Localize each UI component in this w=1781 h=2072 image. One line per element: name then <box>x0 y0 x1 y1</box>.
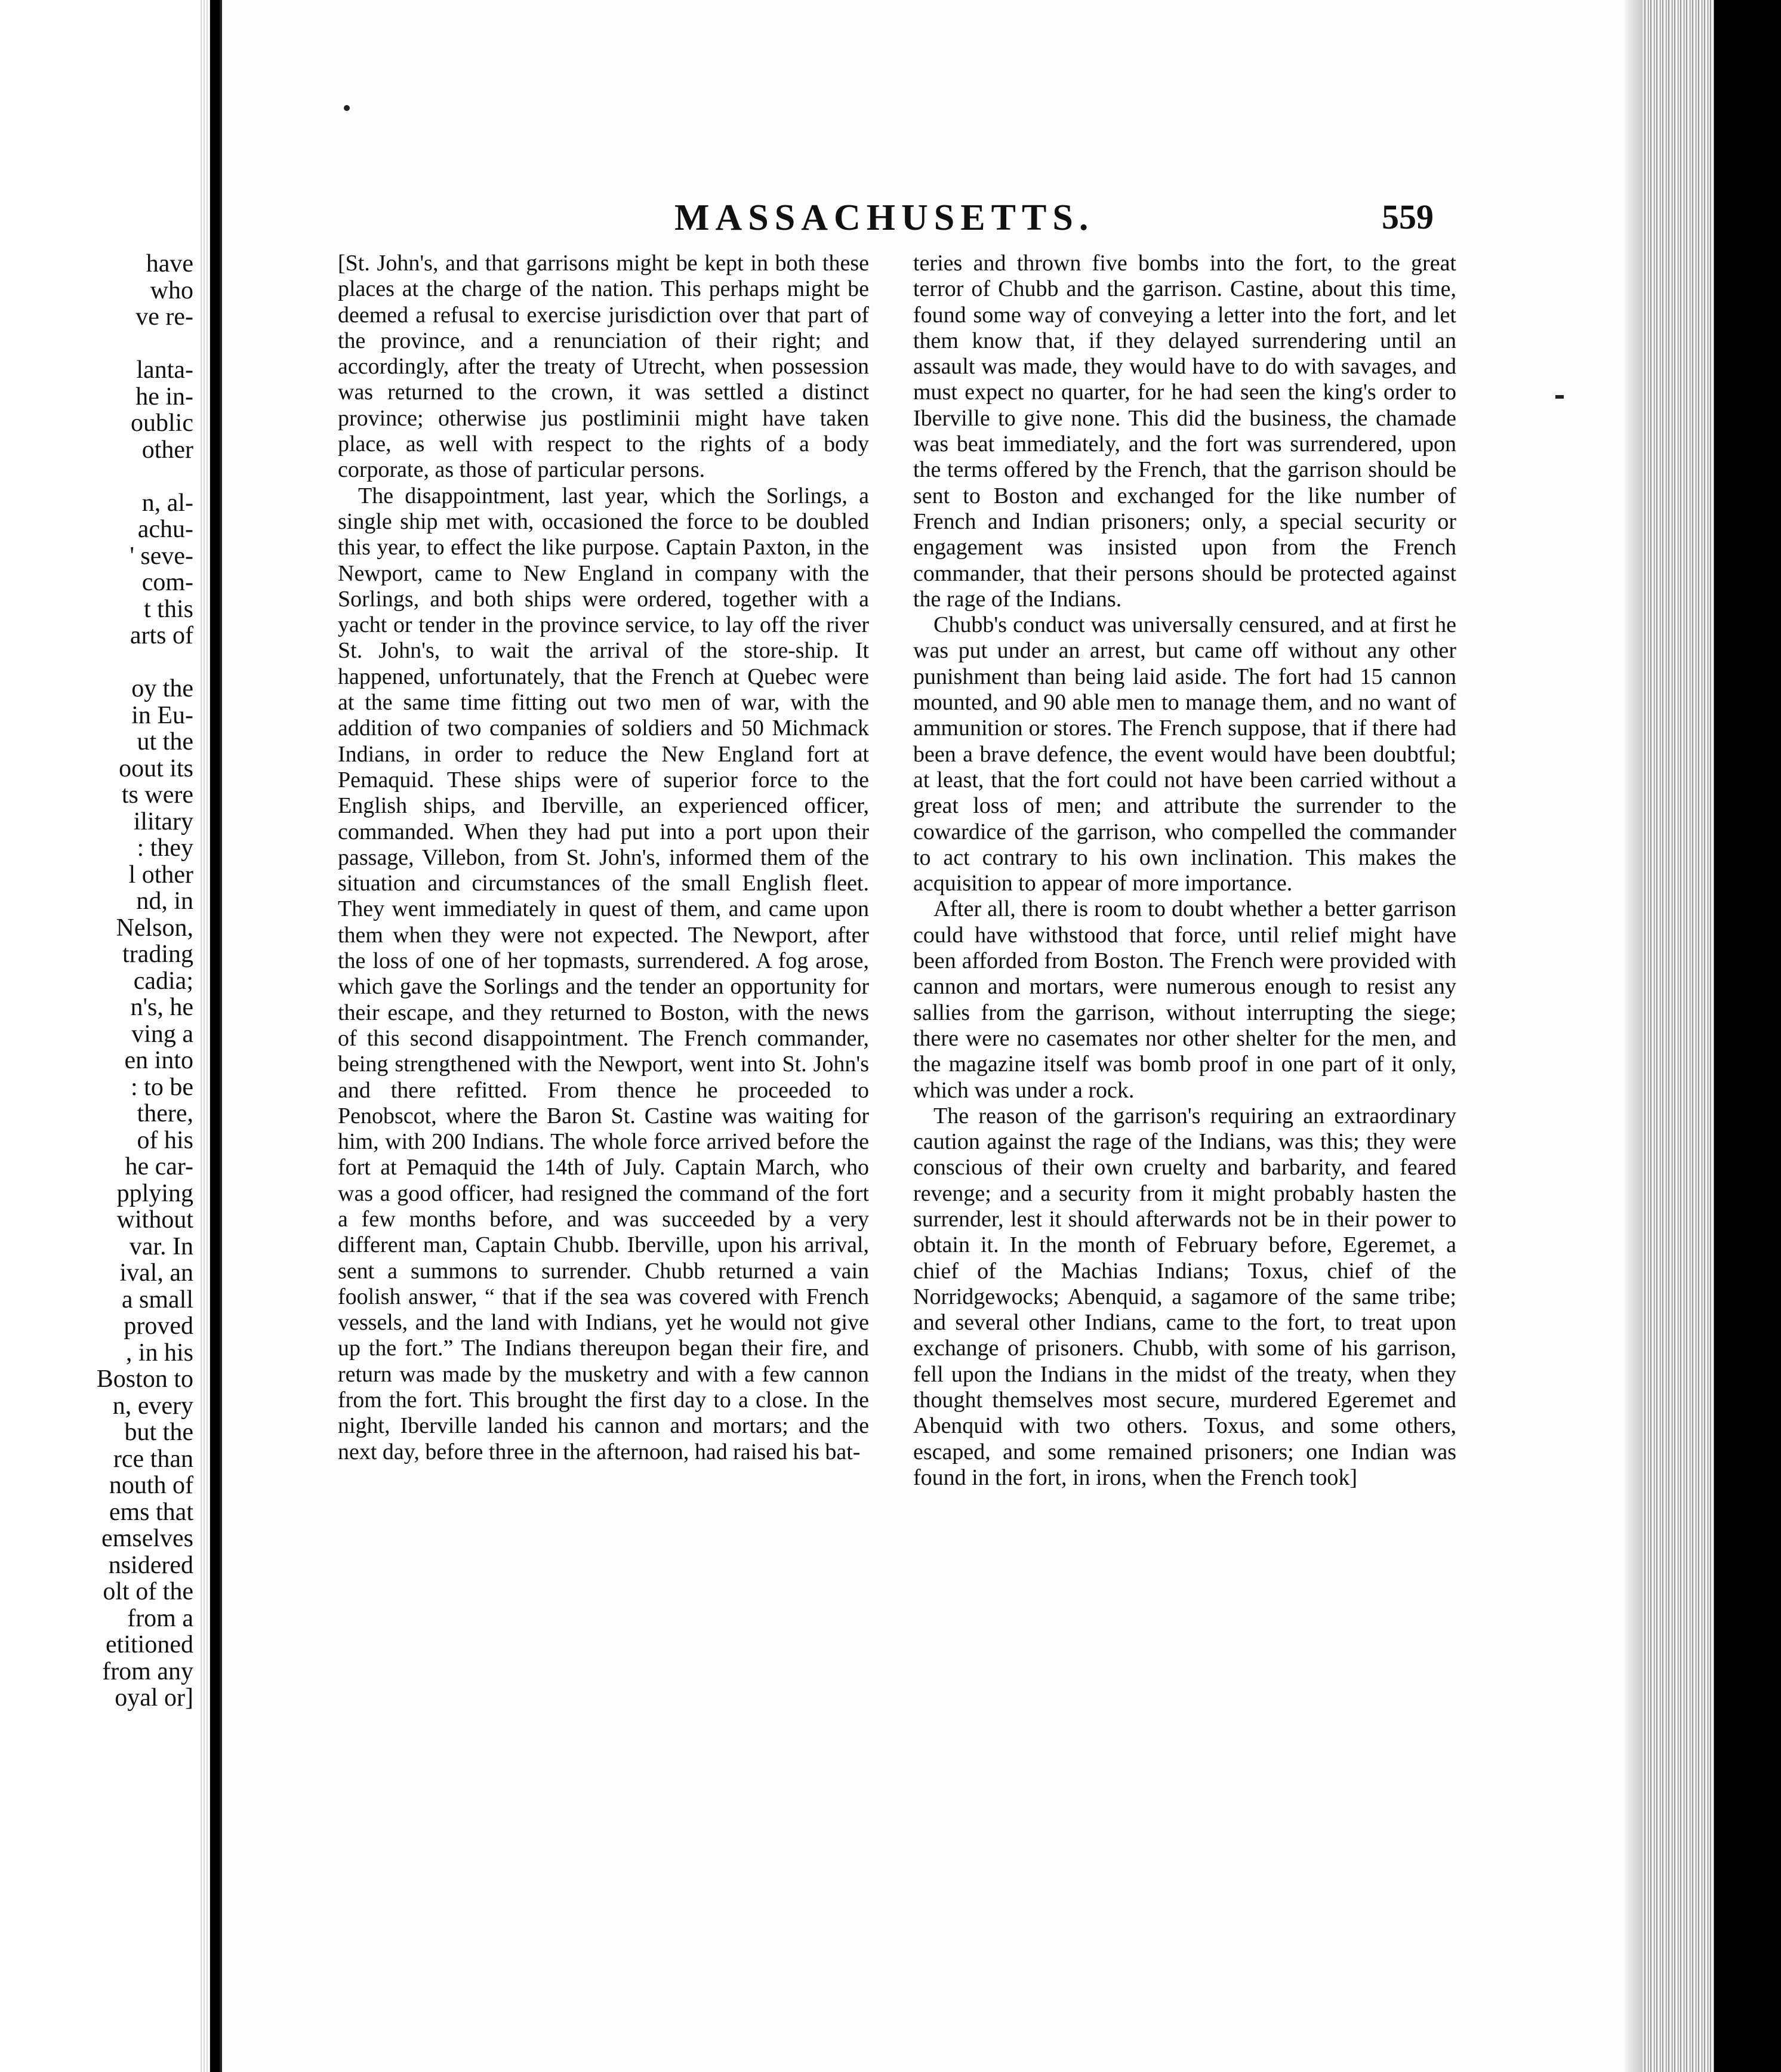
facing-page-line: but the <box>124 1419 193 1446</box>
facing-page-line: oy the <box>131 675 193 702</box>
facing-page-line: : to be <box>131 1073 193 1101</box>
facing-page-line: arts of <box>130 622 193 649</box>
page-number: 559 <box>1382 198 1434 236</box>
facing-page-line: from a <box>127 1604 193 1632</box>
text-column-left <box>338 251 869 1465</box>
facing-page-line: Boston to <box>96 1365 193 1393</box>
facing-page-fragment <box>0 0 210 2072</box>
page-edges <box>1643 0 1714 2072</box>
facing-page-line: of his <box>137 1126 193 1154</box>
page-gutter <box>201 0 210 2072</box>
facing-page-line: Nelson, <box>116 914 193 942</box>
facing-page-line: trading <box>122 941 193 968</box>
facing-page-line <box>0 331 193 357</box>
facing-page-line: he car- <box>125 1153 193 1180</box>
paragraph: The disappointment, last year, which the Sorlings, a single ship met with, occasioned the force to be doubled this year, to effect the like purpose. Captain Paxton, in the Newport, came to New England in company with the Sorlings, and both ships were ordered, together with a yacht or tender in the province service, to lay off the river St. John's, to wait the arrival of the store-ship. It happened, unfortunately, that the French at Quebec were at the same time fitting out two men of war, with the addition of two companies of soldiers and 50 Michmack Indians, in order to reduce the New England fort at Pemaquid. These ships were of superior force to the English ships, and Iberville, an experienced officer, commanded. When they had put into a port upon their passage, Villebon, from St. John's, informed them of the situation and circumstances of the small English fleet. They went immediately in quest of them, and came upon them when they were not expected. The Newport, after the loss of one of her topmasts, surrendered. A fog arose, which gave the Sorlings and the tender an opportunity for their escape, and they returned to Boston, with the news of this second disappointment. The French commander, being strengthened with the Newport, went into St. John's and there refitted. From thence he proceeded to Penobscot, where the Baron St. Castine was waiting for him, with 200 Indians. The whole force arrived before the fort at Pemaquid the 14th of July. Captain March, who was a good officer, had resigned the command of the fort a few months before, and was succeeded by a very different man, Captain Chubb. Iberville, upon his arrival, sent a summons to surrender. Chubb returned a vain foolish answer, “ that if the sea was covered with French vessels, and the land with Indians, yet he would not give up the fort.” The Indians thereupon began their fire, and return was made by the musketry and with a few cannon from the fort. This brought the first day to a close. In the night, Iberville landed his cannon and mortars; and the next day, before three in the afternoon, had raised his bat- <box>338 483 869 1464</box>
text-column-right <box>913 251 1456 1491</box>
facing-page-line: n's, he <box>130 994 193 1021</box>
facing-page-line: ts were <box>121 781 193 809</box>
facing-page-line: without <box>116 1206 193 1234</box>
facing-page-line: com- <box>141 569 193 596</box>
facing-page-line: who <box>150 276 193 304</box>
facing-page-line: oyal or] <box>115 1684 193 1712</box>
facing-page-line: , in his <box>125 1339 193 1367</box>
facing-page-line: oublic <box>131 409 193 437</box>
facing-page-line <box>0 649 193 676</box>
page-curl-shadow <box>1625 0 1643 2072</box>
facing-page-line: in Eu- <box>131 701 193 729</box>
facing-page-line: oout its <box>119 754 193 782</box>
facing-page-line: l other <box>128 861 193 889</box>
facing-page-line: from any <box>102 1657 193 1685</box>
facing-page-line: ' seve- <box>130 542 193 570</box>
facing-page-line: emselves <box>101 1525 193 1552</box>
facing-page-line: rce than <box>113 1445 193 1473</box>
facing-page-line: n, al- <box>141 489 193 517</box>
facing-page-line: en into <box>124 1047 193 1074</box>
facing-page-text <box>0 251 193 1712</box>
facing-page-line: achu- <box>137 516 193 543</box>
facing-page-line <box>0 463 193 490</box>
facing-page-line: pplying <box>116 1179 193 1207</box>
facing-page-line: a small <box>121 1285 193 1314</box>
facing-page-line: ve re- <box>135 303 193 331</box>
facing-page-line: olt of the <box>103 1578 193 1605</box>
facing-page-line: ival, an <box>119 1259 193 1287</box>
ink-mark <box>1555 395 1564 399</box>
facing-page-line: : they <box>137 834 193 862</box>
facing-page-line: nouth of <box>109 1472 193 1499</box>
paragraph: After all, there is room to doubt whether a better garrison could have withstood that force, until relief might have been afforded from Boston. The French were provided with cannon and mortars, were numerous enough to resist any sallies from the garrison, without interrupting the siege; there were no casemates nor other shelter for the men, and the magazine itself was bomb proof in one part of it only, which was under a rock. <box>913 896 1456 1103</box>
facing-page-line: ut the <box>137 728 193 756</box>
facing-page-line: ving a <box>131 1020 193 1048</box>
ink-speck <box>344 105 350 111</box>
facing-page-line: t this <box>144 595 193 623</box>
facing-page-line: nsidered <box>108 1551 193 1579</box>
facing-page-line: lanta- <box>136 356 193 384</box>
facing-page-line: etitioned <box>106 1631 193 1658</box>
facing-page-line: have <box>146 250 193 278</box>
facing-page-line: ems that <box>109 1498 193 1526</box>
facing-page-line: ilitary <box>133 807 193 835</box>
facing-page-line: var. In <box>129 1232 193 1260</box>
paragraph: [St. John's, and that garrisons might be kept in both these places at the charge of the nation. This perhaps might be deemed a refusal to exercise jurisdiction over that part of the province, and a renunciation of their right; and accordingly, after the treaty of Utrecht, when possession was returned to the crown, it was settled a distinct province; otherwise jus postliminii might have taken place, as well with respect to the rights of a body corporate, as those of particular persons. <box>338 251 869 483</box>
paragraph: Chubb's conduct was universally censured, and at first he was put under an arrest, but came off without any other punishment than being laid aside. The fort had 15 cannon mounted, and 90 able men to manage them, and no want of ammunition or stores. The French suppose, that if there had been a brave defence, the event would have been doubtful; at least, that the fort could not have been carried without a great loss of men; and attribute the surrender to the cowardice of the garrison, who compelled the commander to act contrary to his own inclination. This makes the acquisition to appear of more importance. <box>913 612 1456 896</box>
paragraph: The reason of the garrison's requiring an extraordinary caution against the rage of the Indians, was this; they were conscious of their own cruelty and barbarity, and feared revenge; and a security from it might probably hasten the surrender, lest it should afterwards not be in their power to obtain it. In the month of February before, Egeremet, a chief of the Machias Indians; Toxus, chief of the Norridgewocks; Abenquid, a sagamore of the same tribe; and several other Indians, came to the fort, to treat upon exchange of prisoners. Chubb, with some of his garrison, fell upon the Indians in the midst of the treaty, when they thought themselves most secure, murdered Egeremet and Abenquid with two others. Toxus, and some others, escaped, and some remained prisoners; one Indian was found in the fort, in irons, when the French took] <box>913 1103 1456 1490</box>
paragraph: teries and thrown five bombs into the fort, to the great terror of Chubb and the garrison. Castine, about this time, found some way of conveying a letter into the fort, and let them know that, if they delayed surrendering until an assault was made, they would have to do with savages, and must expect no quarter, for he had seen the king's order to Iberville to give none. This did the business, the chamade was beat immediately, and the fort was surrendered, upon the terms offered by the French, that the garrison should be sent to Boston and exchanged for the like number of French and Indian prisoners; only, a special security or engagement was insisted upon from the French commander, that their persons should be protected against the rage of the Indians. <box>913 251 1456 612</box>
facing-page-line: there, <box>137 1100 193 1127</box>
facing-page-line: nd, in <box>136 887 193 915</box>
facing-page-line: he in- <box>135 383 193 411</box>
facing-page-line: other <box>141 436 193 464</box>
facing-page-line: n, every <box>112 1392 193 1420</box>
facing-page-line: proved <box>124 1312 193 1340</box>
facing-page-line: cadia; <box>133 967 193 995</box>
running-head: MASSACHUSETTS. <box>674 198 1095 238</box>
